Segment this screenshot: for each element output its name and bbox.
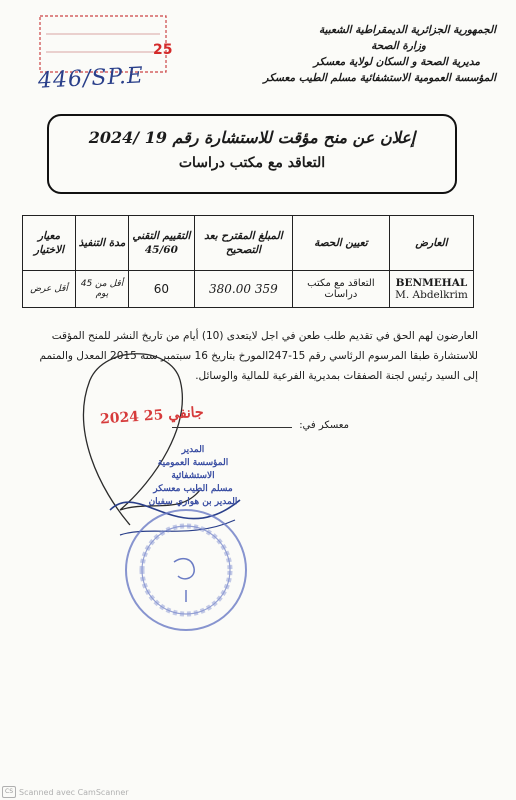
header-line: مديرية الصحة و السكان لولاية معسكر: [313, 56, 480, 68]
amount-value: 359 380.00: [209, 282, 278, 296]
notice-subtitle: التعاقد مع مكتب دراسات: [178, 155, 326, 171]
notice-title: إعلان عن منح مؤقت للاستشارة رقم 19 /2024: [88, 128, 416, 147]
col-header-lot: تعيين الحصة: [292, 216, 389, 271]
scanner-label: Scanned avec CamScanner: [19, 787, 129, 797]
date-stamp: 2024 جانفي 25: [99, 404, 205, 428]
col-header-amount-label: المبلغ المقترح بعد التصحيح: [204, 230, 283, 256]
place-date-line: [168, 420, 349, 431]
col-header-duration: مدة التنفيذ: [76, 216, 129, 271]
director-stamp-line: المؤسسة العمومية الاستشفائية: [157, 458, 229, 481]
cell-technical-score: 60: [128, 271, 194, 308]
col-header-technical: التقييم التقني 45/60: [128, 216, 194, 271]
cell-duration: أقل من 45 يوم: [76, 271, 129, 308]
registration-number: 25: [153, 42, 173, 58]
camscanner-icon: CS: [2, 786, 16, 798]
notice-title-box: [47, 114, 457, 194]
director-stamp-line: المدير: [181, 445, 205, 455]
bidder-first-name: M. Abdelkrim: [395, 289, 468, 301]
table-row: [23, 271, 474, 308]
table-header-row: [23, 216, 474, 271]
bids-table: [22, 215, 474, 308]
appeal-notice-paragraph: العارضون لهم الحق في تقديم طلب طعن في اجل لايتعدى (10) أيام من تاريخ النشر للمنح المؤقت للاستشارة طبقا المرسوم الرئاسي رقم 15-247المورخ بتاريخ 16 سبتمبر سنة 2015 المعدل والمتمم إلى السيد رئيس لجنة الصفقات بمديرية الفرعية للمالية والوسائل.: [39, 330, 478, 382]
col-header-amount: [194, 216, 292, 271]
institution-header: [166, 22, 496, 86]
director-stamp-text: [138, 444, 248, 509]
director-stamp-line: المدير بن هواري سفيان: [148, 497, 238, 507]
header-line: المؤسسة العمومية الاستشفائية مسلم الطيب معسكر: [263, 72, 496, 84]
director-stamp-line: مسلم الطيب معسكر: [153, 484, 233, 494]
header-line: وزارة الصحة: [371, 40, 426, 52]
scanner-footer: [2, 786, 129, 798]
official-round-seal: [122, 506, 250, 634]
cell-lot: التعاقد مع مكتب دراسات: [292, 271, 389, 308]
cell-bidder: [389, 271, 473, 308]
col-header-bidder: العارض: [389, 216, 473, 271]
header-line: الجمهورية الجزائرية الديمقراطية الشعبية: [318, 24, 496, 36]
registration-stamp: [37, 14, 173, 104]
bidder-name: BENMEHAL: [395, 277, 468, 289]
registration-handwritten: 446/SP.E: [37, 63, 145, 94]
col-header-criterion: معيار الاختيار: [23, 216, 76, 271]
date-underline: [172, 427, 292, 428]
place-line-text: معسكر في:: [299, 420, 349, 431]
cell-amount: [194, 271, 292, 308]
cell-criterion: أقل عرض: [23, 271, 76, 308]
